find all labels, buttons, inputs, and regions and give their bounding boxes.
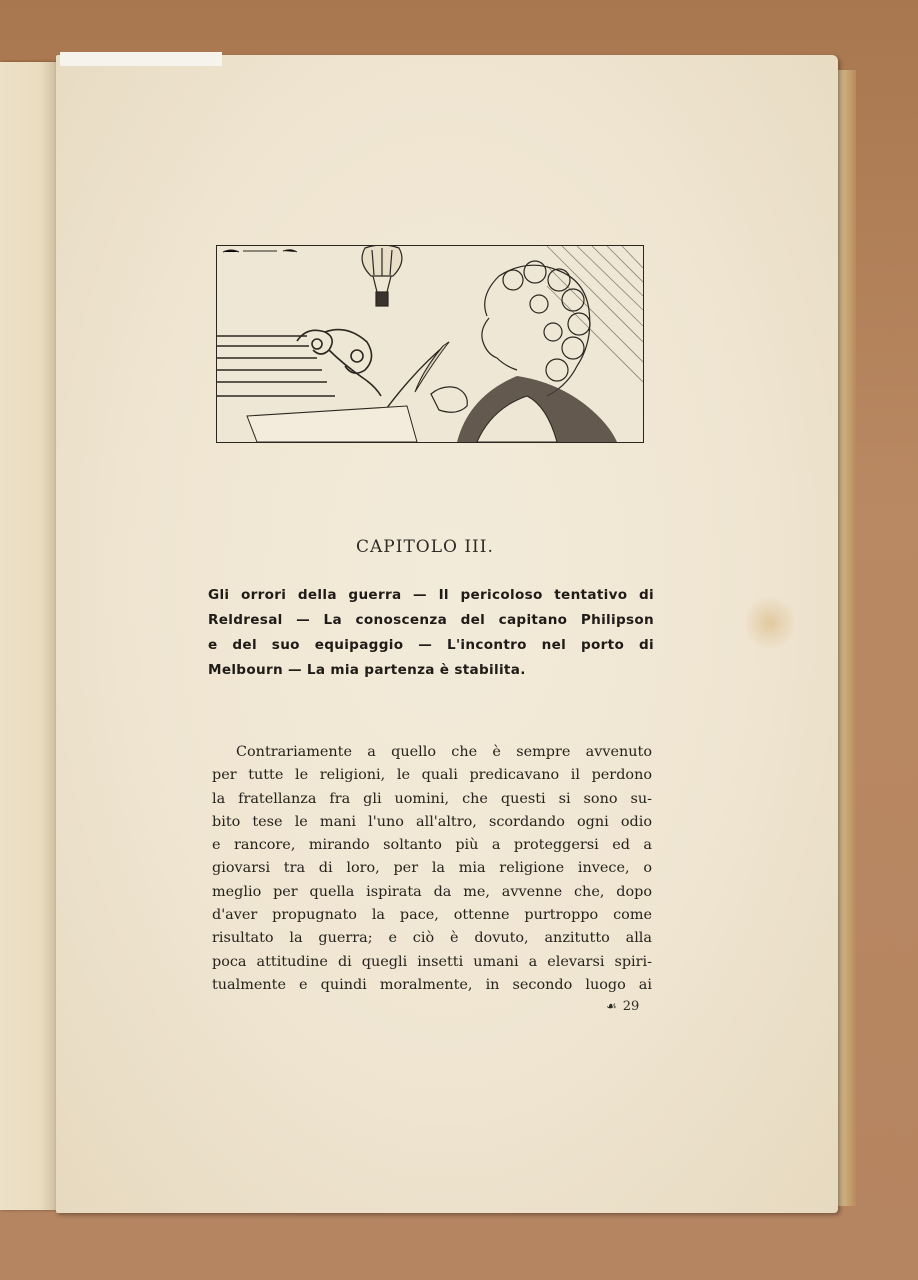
body-text [212,741,652,997]
summary-line: Reldresal — La conoscenza del capitano Philipson [208,612,654,628]
page-number: 29 [622,999,640,1014]
chapter-summary [208,583,654,683]
body-line: Contrariamente a quello che è sempre avvenuto [236,744,652,760]
body-line: risultato la guerra; e ciò è dovuto, anzitutto alla [212,930,652,947]
body-line: tualmente e quindi moralmente, in secondo luogo ai [212,976,652,993]
summary-line: Melbourn — La mia partenza è stabilita. [208,662,526,678]
paper-stain [746,593,794,653]
summary-line: Gli orrori della guerra — Il pericoloso tentativo di [208,587,654,603]
body-line: poca attitudine di quegli insetti umani a elevarsi spiri- [212,953,652,970]
body-line: la fratellanza fra gli uomini, che questi si sono su- [212,790,652,807]
body-line: giovarsi tra di loro, per la mia religione invece, o [212,860,652,877]
paper-tab [60,52,222,66]
body-line: e rancore, mirando soltanto più a proteggersi ed a [212,837,652,854]
body-line: per tutte le religioni, le quali predicavano il perdono [212,767,652,784]
page-folio [606,999,639,1014]
summary-line: e del suo equipaggio — L'incontro nel porto di [208,637,654,653]
illustration-drawing [217,246,643,442]
body-line: meglio per quella ispirata da me, avvenne che, dopo [212,883,652,900]
body-line: bito tese le mani l'uno all'altro, scordando ogni odio [212,813,652,830]
book-page [56,55,838,1213]
chapter-heading: CAPITOLO III. [356,537,494,557]
body-line: d'aver propugnato la pace, ottenne purtroppo come [212,907,652,924]
chapter-illustration [216,245,644,443]
fleuron-icon: ☙ [606,999,617,1013]
facing-page-edge [0,62,58,1210]
